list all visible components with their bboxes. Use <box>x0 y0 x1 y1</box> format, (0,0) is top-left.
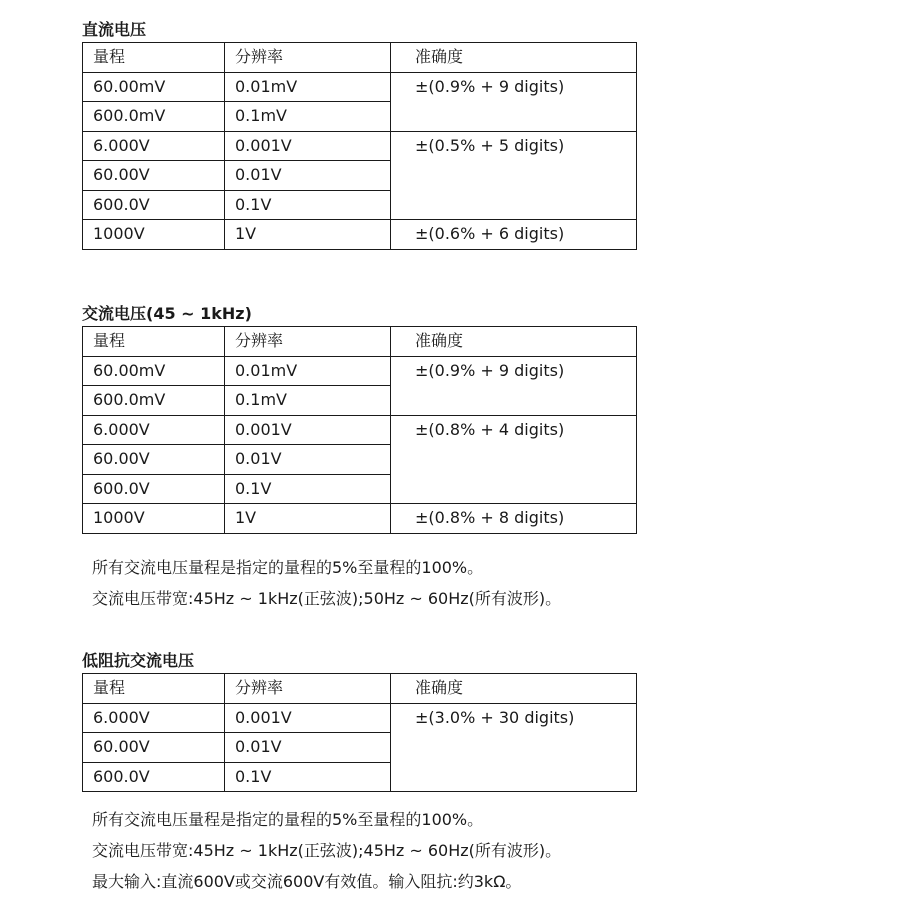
header-range: 量程 <box>83 674 225 704</box>
resolution-cell: 1V <box>225 220 391 250</box>
accuracy-cell: ±(0.9% + 9 digits) <box>391 72 637 131</box>
resolution-cell: 0.1mV <box>225 102 391 132</box>
accuracy-cell: ±(0.5% + 5 digits) <box>391 131 637 220</box>
table-row <box>83 220 637 250</box>
note-text: 交流电压带宽:45Hz ~ 1kHz(正弦波);45Hz ~ 60Hz(所有波形)。 <box>92 841 562 860</box>
dc-voltage-section <box>82 20 636 250</box>
table-row <box>83 415 637 445</box>
header-resolution: 分辨率 <box>225 43 391 73</box>
range-cell: 60.00V <box>83 161 225 191</box>
range-cell: 6.000V <box>83 131 225 161</box>
resolution-cell: 0.1V <box>225 474 391 504</box>
range-cell: 60.00mV <box>83 72 225 102</box>
accuracy-cell: ±(0.6% + 6 digits) <box>391 220 637 250</box>
range-cell: 600.0V <box>83 190 225 220</box>
resolution-cell: 0.1V <box>225 190 391 220</box>
section-title: 交流电压(45 ~ 1kHz) <box>82 304 252 323</box>
table-header-row <box>83 43 637 73</box>
range-cell: 6.000V <box>83 415 225 445</box>
ac-voltage-table <box>82 326 637 534</box>
low-impedance-ac-voltage-section <box>82 651 636 792</box>
ac-voltage-section <box>82 304 636 534</box>
range-cell: 600.0mV <box>83 386 225 416</box>
table-row <box>83 703 637 733</box>
table-header-row <box>83 674 637 704</box>
table-row <box>83 356 637 386</box>
section-title: 直流电压 <box>82 20 147 39</box>
range-cell: 6.000V <box>83 703 225 733</box>
note-text: 交流电压带宽:45Hz ~ 1kHz(正弦波);50Hz ~ 60Hz(所有波形)。 <box>92 589 562 608</box>
range-cell: 600.0mV <box>83 102 225 132</box>
table-header-row <box>83 327 637 357</box>
resolution-cell: 0.01V <box>225 445 391 475</box>
range-cell: 60.00V <box>83 445 225 475</box>
accuracy-cell: ±(3.0% + 30 digits) <box>391 703 637 792</box>
resolution-cell: 0.1mV <box>225 386 391 416</box>
resolution-cell: 0.01V <box>225 733 391 763</box>
range-cell: 600.0V <box>83 474 225 504</box>
resolution-cell: 0.01mV <box>225 72 391 102</box>
section-title: 低阻抗交流电压 <box>82 651 195 670</box>
accuracy-cell: ±(0.9% + 9 digits) <box>391 356 637 415</box>
header-resolution: 分辨率 <box>225 327 391 357</box>
range-cell: 60.00mV <box>83 356 225 386</box>
accuracy-cell: ±(0.8% + 8 digits) <box>391 504 637 534</box>
resolution-cell: 0.001V <box>225 131 391 161</box>
range-cell: 60.00V <box>83 733 225 763</box>
table-row <box>83 72 637 102</box>
header-accuracy: 准确度 <box>391 43 637 73</box>
header-range: 量程 <box>83 327 225 357</box>
resolution-cell: 0.01V <box>225 161 391 191</box>
dc-voltage-table <box>82 42 637 250</box>
range-cell: 1000V <box>83 220 225 250</box>
header-range: 量程 <box>83 43 225 73</box>
table-row <box>83 504 637 534</box>
header-accuracy: 准确度 <box>391 327 637 357</box>
note-text: 最大输入:直流600V或交流600V有效值。输入阻抗:约3kΩ。 <box>92 872 522 891</box>
resolution-cell: 1V <box>225 504 391 534</box>
low-impedance-table <box>82 673 637 792</box>
accuracy-cell: ±(0.8% + 4 digits) <box>391 415 637 504</box>
note-text: 所有交流电压量程是指定的量程的5%至量程的100%。 <box>92 558 484 577</box>
header-accuracy: 准确度 <box>391 674 637 704</box>
range-cell: 600.0V <box>83 762 225 792</box>
note-text: 所有交流电压量程是指定的量程的5%至量程的100%。 <box>92 810 484 829</box>
resolution-cell: 0.1V <box>225 762 391 792</box>
table-row <box>83 131 637 161</box>
resolution-cell: 0.001V <box>225 703 391 733</box>
resolution-cell: 0.001V <box>225 415 391 445</box>
header-resolution: 分辨率 <box>225 674 391 704</box>
resolution-cell: 0.01mV <box>225 356 391 386</box>
range-cell: 1000V <box>83 504 225 534</box>
